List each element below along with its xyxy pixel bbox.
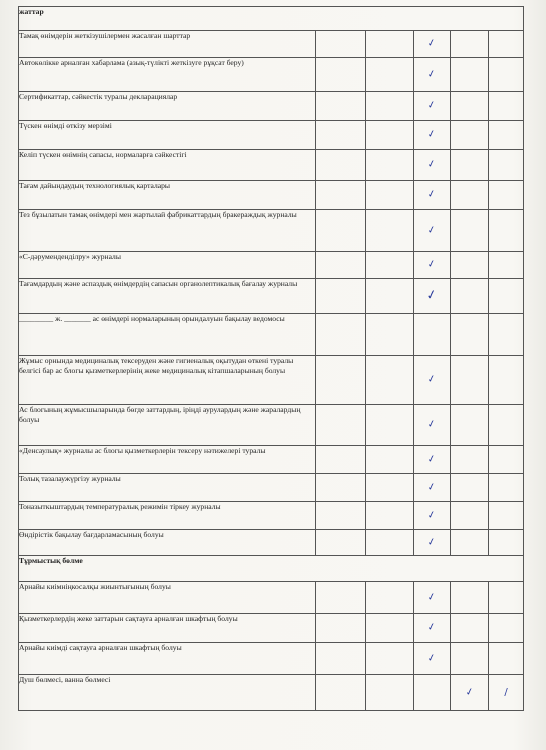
checkmark-icon: ✓ — [426, 651, 438, 665]
checkmark-icon: ✓ — [426, 99, 438, 112]
requirement-text: Ас блогының жұмысшыларында бөгде заттардың, іріңді аурулардың және жаралардың болуы — [19, 405, 316, 446]
check-cell[interactable] — [414, 150, 451, 181]
requirement-text: Тоназыткыштардың температуралық режимін тіркеу журналы — [19, 502, 316, 530]
check-cell[interactable] — [414, 675, 451, 711]
check-cell[interactable] — [414, 356, 451, 405]
check-cell[interactable] — [489, 446, 524, 474]
section-header-top — [19, 7, 524, 31]
check-cell[interactable] — [414, 405, 451, 446]
requirement-text: Душ бөлмесі, ванна бөлмесі — [19, 675, 316, 711]
check-cell[interactable] — [316, 614, 366, 643]
check-cell[interactable] — [451, 121, 489, 150]
check-cell[interactable] — [451, 252, 489, 279]
check-cell[interactable] — [316, 181, 366, 210]
check-cell[interactable] — [366, 31, 414, 58]
requirement-text: Тағамдардың және аспаздық өнімдердің сапасын органолептикалық бағалау журналы — [19, 279, 316, 314]
check-cell[interactable] — [489, 252, 524, 279]
section-header-household — [19, 556, 524, 582]
check-cell[interactable] — [414, 643, 451, 675]
check-cell[interactable] — [414, 252, 451, 279]
check-cell[interactable] — [451, 356, 489, 405]
requirement-text: Арнайы киімді сақтауға арналған шкафтың болуы — [19, 643, 316, 675]
checkmark-icon: ✓ — [426, 373, 438, 386]
check-cell[interactable] — [414, 530, 451, 556]
check-cell[interactable] — [451, 314, 489, 356]
check-cell[interactable] — [489, 314, 524, 356]
requirement-text: Тағам дайындаудың технологиялық карталары — [19, 181, 316, 210]
check-cell[interactable] — [316, 356, 366, 405]
requirement-text: Түскен өнімді өткізу мерзімі — [19, 121, 316, 150]
check-cell[interactable] — [366, 252, 414, 279]
check-cell[interactable] — [451, 210, 489, 252]
check-cell[interactable] — [316, 530, 366, 556]
check-cell[interactable] — [451, 643, 489, 675]
check-cell[interactable] — [414, 614, 451, 643]
requirement-text: Жұмыс орнында медициналық тексеруден және гигиеналық оқытудан өткені туралы белгісі бар ас блогы қызметкерлерінің жеке медициналық кітапшаларының болуы — [19, 356, 316, 405]
check-cell[interactable] — [414, 474, 451, 502]
requirement-text: Тез бұзылатын тамақ өнімдері мен жартылай фабрикаттардың бракераждық журналы — [19, 210, 316, 252]
check-cell[interactable] — [366, 446, 414, 474]
check-cell[interactable] — [451, 181, 489, 210]
table-row — [19, 92, 524, 121]
check-cell[interactable] — [489, 279, 524, 314]
check-cell[interactable] — [414, 582, 451, 614]
checkmark-icon: ✓ — [426, 508, 438, 522]
check-cell[interactable] — [414, 314, 451, 356]
checkmark-icon: ✓ — [426, 158, 438, 171]
check-cell[interactable] — [414, 31, 451, 58]
check-cell[interactable] — [451, 150, 489, 181]
check-cell[interactable] — [366, 582, 414, 614]
checkmark-icon: ✓ — [426, 418, 438, 431]
check-cell[interactable] — [489, 210, 524, 252]
check-cell[interactable] — [316, 446, 366, 474]
checkmark-icon: ✓ — [426, 223, 438, 237]
check-cell[interactable] — [451, 614, 489, 643]
table-row — [19, 405, 524, 446]
check-cell[interactable] — [316, 121, 366, 150]
table-row — [19, 252, 524, 279]
check-cell[interactable] — [316, 58, 366, 92]
check-cell[interactable] — [489, 474, 524, 502]
table-row — [19, 614, 524, 643]
checkmark-icon: ✓ — [426, 67, 438, 81]
check-cell[interactable] — [366, 121, 414, 150]
check-cell[interactable] — [366, 530, 414, 556]
table-row — [19, 446, 524, 474]
check-cell[interactable] — [451, 582, 489, 614]
check-cell[interactable] — [489, 502, 524, 530]
check-cell[interactable] — [316, 582, 366, 614]
requirement-text: «Денсаулық» журналы ас блогы қызметкерлерін тексеру нәтижелері туралы — [19, 446, 316, 474]
table-row — [19, 58, 524, 92]
check-cell[interactable] — [414, 121, 451, 150]
table-row — [19, 31, 524, 58]
check-cell[interactable] — [366, 356, 414, 405]
check-cell[interactable] — [451, 405, 489, 446]
table-row — [19, 279, 524, 314]
checkmark-icon: ✓ — [426, 480, 438, 494]
check-cell[interactable] — [366, 181, 414, 210]
check-cell[interactable] — [316, 405, 366, 446]
check-cell[interactable] — [366, 474, 414, 502]
check-cell[interactable] — [366, 502, 414, 530]
check-cell[interactable] — [316, 643, 366, 675]
table-row — [19, 150, 524, 181]
check-cell[interactable] — [489, 92, 524, 121]
checkmark-icon: ✓ — [426, 128, 438, 141]
checkmark-icon: ✓ — [426, 188, 438, 201]
check-cell[interactable] — [414, 279, 451, 314]
check-cell[interactable] — [316, 474, 366, 502]
checkmark-icon: ✓ — [426, 621, 438, 634]
check-cell[interactable] — [451, 58, 489, 92]
check-cell[interactable] — [414, 58, 451, 92]
check-cell[interactable] — [489, 181, 524, 210]
table-row — [19, 474, 524, 502]
check-cell[interactable] — [316, 252, 366, 279]
check-cell[interactable] — [414, 446, 451, 474]
table-row — [19, 356, 524, 405]
checkmark-icon: ✓ — [426, 452, 438, 466]
check-cell[interactable] — [316, 675, 366, 711]
check-cell[interactable] — [414, 181, 451, 210]
check-cell[interactable] — [316, 314, 366, 356]
table-row — [19, 530, 524, 556]
check-cell[interactable] — [316, 210, 366, 252]
check-cell[interactable] — [489, 582, 524, 614]
table-row — [19, 582, 524, 614]
check-cell[interactable] — [366, 643, 414, 675]
checkmark-icon: ✓ — [426, 258, 438, 271]
requirement-text: Арнайы киімніңкосалқы жиынтығының болуы — [19, 582, 316, 614]
check-cell[interactable] — [451, 675, 489, 711]
check-cell[interactable] — [366, 314, 414, 356]
check-cell[interactable] — [316, 31, 366, 58]
check-cell[interactable] — [316, 279, 366, 314]
check-cell[interactable] — [366, 279, 414, 314]
table-row — [19, 502, 524, 530]
table-row — [19, 121, 524, 150]
checkmark-icon: ✓ — [426, 590, 438, 604]
check-cell[interactable] — [451, 502, 489, 530]
check-cell[interactable] — [366, 92, 414, 121]
requirement-text: Толық тазалаужүргізу журналы — [19, 474, 316, 502]
check-cell[interactable] — [489, 121, 524, 150]
checkmark-icon: ✓ — [426, 37, 438, 50]
requirement-text: «С-дәруменденділру» журналы — [19, 252, 316, 279]
check-cell[interactable] — [451, 279, 489, 314]
table-row — [19, 643, 524, 675]
table-row — [19, 210, 524, 252]
check-cell[interactable] — [316, 92, 366, 121]
check-cell[interactable] — [489, 150, 524, 181]
check-cell[interactable] — [489, 530, 524, 556]
requirement-text: Келіп түскен өнімнің сапасы, нормаларға сәйкестігі — [19, 150, 316, 181]
check-cell[interactable] — [366, 58, 414, 92]
section-heading: жаттар — [19, 7, 524, 31]
check-cell[interactable] — [489, 675, 524, 711]
check-cell[interactable] — [489, 643, 524, 675]
check-cell[interactable] — [451, 31, 489, 58]
check-cell[interactable] — [414, 92, 451, 121]
check-cell[interactable] — [366, 614, 414, 643]
table-row — [19, 181, 524, 210]
check-cell[interactable] — [451, 474, 489, 502]
check-cell[interactable] — [451, 92, 489, 121]
check-cell[interactable] — [316, 502, 366, 530]
check-cell[interactable] — [366, 210, 414, 252]
table-row — [19, 675, 524, 711]
requirement-text: Автокөлікке арналған хабарлама (азық-түлікті жеткізуге рұқсат беру) — [19, 58, 316, 92]
check-cell[interactable] — [366, 405, 414, 446]
check-cell[interactable] — [489, 356, 524, 405]
table-row — [19, 314, 524, 356]
check-cell[interactable] — [489, 405, 524, 446]
checklist-table — [18, 6, 524, 711]
requirement-text: Сертификаттар, сәйкестік туралы декларациялар — [19, 92, 316, 121]
check-cell[interactable] — [414, 502, 451, 530]
check-cell[interactable] — [451, 446, 489, 474]
section-heading: Тұрмыстық бөлме — [19, 556, 524, 582]
check-cell[interactable] — [489, 31, 524, 58]
check-cell[interactable] — [316, 150, 366, 181]
slash-mark: / — [504, 686, 508, 698]
requirement-text: Тамақ өнімдерін жеткізушілермен жасалған шарттар — [19, 31, 316, 58]
requirement-text: Өндірістік бақылау бағдарламасының болуы — [19, 530, 316, 556]
check-cell[interactable] — [366, 150, 414, 181]
check-cell[interactable] — [451, 530, 489, 556]
check-cell[interactable] — [489, 58, 524, 92]
requirement-text: _________ ж. _______ ас өнімдері нормаларының орындалуын бақылау ведомосы — [19, 314, 316, 356]
check-cell[interactable] — [366, 675, 414, 711]
checkmark-icon: ✓ — [425, 287, 439, 304]
check-cell[interactable] — [489, 614, 524, 643]
requirement-text: Қызметкерлердің жеке заттарын сақтауға арналған шкафтың болуы — [19, 614, 316, 643]
check-cell[interactable] — [414, 210, 451, 252]
checkmark-icon: ✓ — [464, 685, 475, 699]
checkmark-icon: ✓ — [426, 535, 438, 549]
